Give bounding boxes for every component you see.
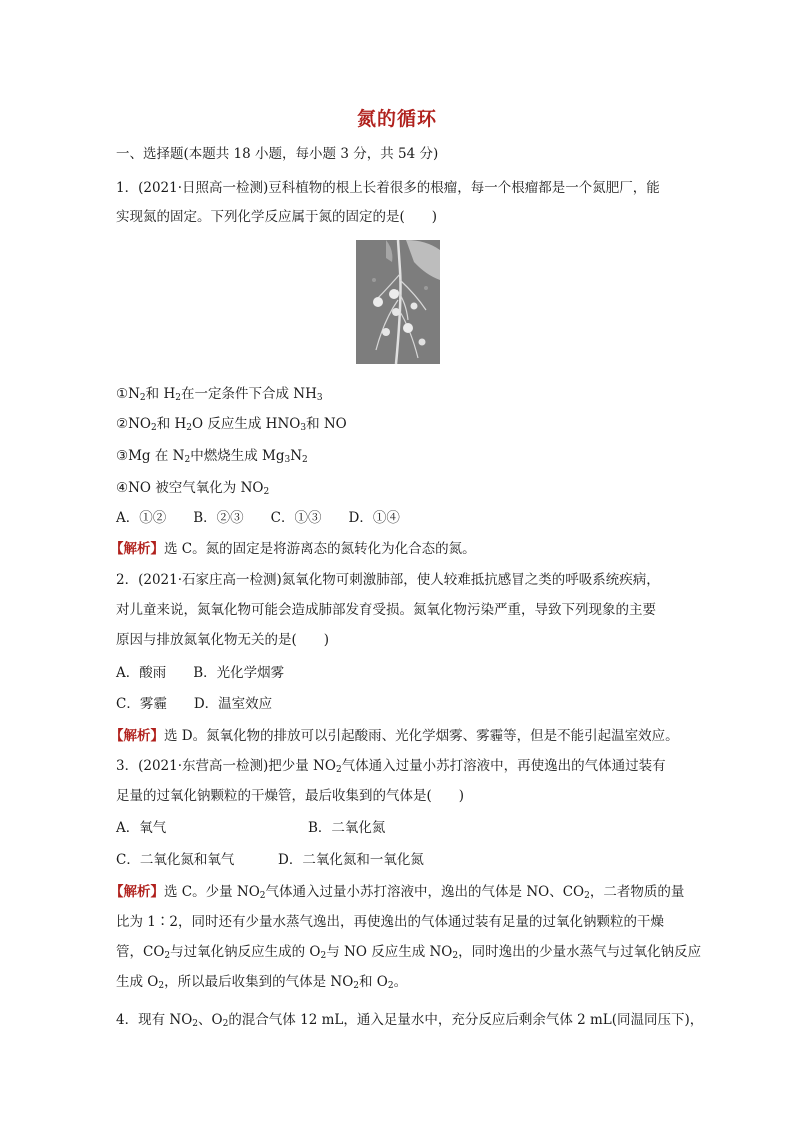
q2-choices-cd: C．雾霾 D．温室效应 (116, 696, 273, 712)
analysis-tag: 【解析】 (110, 728, 164, 744)
q2-stem-line1: 2．(2021·石家庄高一检测)氮氧化物可刺激肺部，使人较难抵抗感冒之类的呼吸系统疾病， (116, 572, 660, 588)
q2-analysis: 【解析】选 D。氮氧化物的排放可以引起酸雨、光化学烟雾、雾霾等，但是不能引起温室效应。 (110, 728, 679, 744)
section-heading: 一、选择题(本题共 18 小题，每小题 3 分，共 54 分) (116, 146, 439, 162)
soybean-root-nodule-photo-icon (356, 240, 440, 364)
q1-stem-line1: 1．(2021·日照高一检测)豆科植物的根上长着很多的根瘤，每一个根瘤都是一个氮肥厂，能 (116, 180, 660, 196)
q3-stem-line2: 足量的过氧化钠颗粒的干燥管，最后收集到的气体是( ) (116, 788, 465, 804)
q3-analysis-line1: 【解析】选 C。少量 $NO_2$气体通入过量小苏打溶液中，逸出的气体是 NO、$CO_2$，二者物质的量 (110, 884, 685, 901)
q3-choices-ab: A．氧气 B．二氧化氮 (116, 820, 386, 836)
q1-stem-line2: 实现氮的固定。下列化学反应属于氮的固定的是( ) (116, 209, 438, 225)
q1-option-2: $②NO_2$和 $H_2O$ 反应生成 $HNO_3$和 NO (116, 416, 347, 433)
q3-analysis-line3: 管，$CO_2$与过氧化钠反应生成的 $O_2$与 NO 反应生成 $NO_2$，同时逸出的少量水蒸气与过氧化钠反应 (116, 944, 702, 961)
q3-analysis-line4: 生成 $O_2$，所以最后收集到的气体是 $NO_2$和 $O_2$。 (116, 974, 408, 991)
q3-stem-line1: 3．(2021·东营高一检测)把少量 $NO_2$气体通入过量小苏打溶液中，再使逸出的气体通过装有 (116, 758, 666, 775)
q1-analysis: 【解析】选 C。氮的固定是将游离态的氮转化为化合态的氮。 (110, 541, 476, 557)
q1-option-1: $①N_2$和 $H_2$在一定条件下合成 $NH_3$ (116, 386, 323, 403)
root-nodule-illustration (356, 240, 440, 364)
page-title: 氮的循环 (356, 108, 437, 130)
q2-stem-line3: 原因与排放氮氧化物无关的是( ) (116, 632, 330, 648)
q3-analysis-line2: 比为 1∶2，同时还有少量水蒸气逸出，再使逸出的气体通过装有足量的过氧化钠颗粒的干燥 (116, 914, 664, 930)
q3-choices-cd: C．二氧化氮和氧气 D．二氧化氮和一氧化氮 (116, 852, 424, 868)
q4-stem-line1: 4．现有 $NO_2$、$O_2$的混合气体 12 mL，通入足量水中，充分反应后剩余气体 2 mL(同温同压下)， (116, 1012, 704, 1029)
q1-option-4: ④NO 被空气氧化为 $NO_2$ (116, 480, 270, 497)
q2-choices-ab: A．酸雨 B．光化学烟雾 (116, 665, 285, 681)
q1-option-3: ③Mg 在 $N_2$中燃烧生成 $Mg_3N_2$ (116, 448, 308, 465)
analysis-tag: 【解析】 (110, 884, 164, 900)
q2-stem-line2: 对儿童来说，氮氧化物可能会造成肺部发育受损。氮氧化物污染严重，导致下列现象的主要 (116, 602, 656, 618)
analysis-tag: 【解析】 (110, 541, 164, 557)
q1-choices: A．①② B．②③ C．①③ D．①④ (116, 510, 400, 526)
